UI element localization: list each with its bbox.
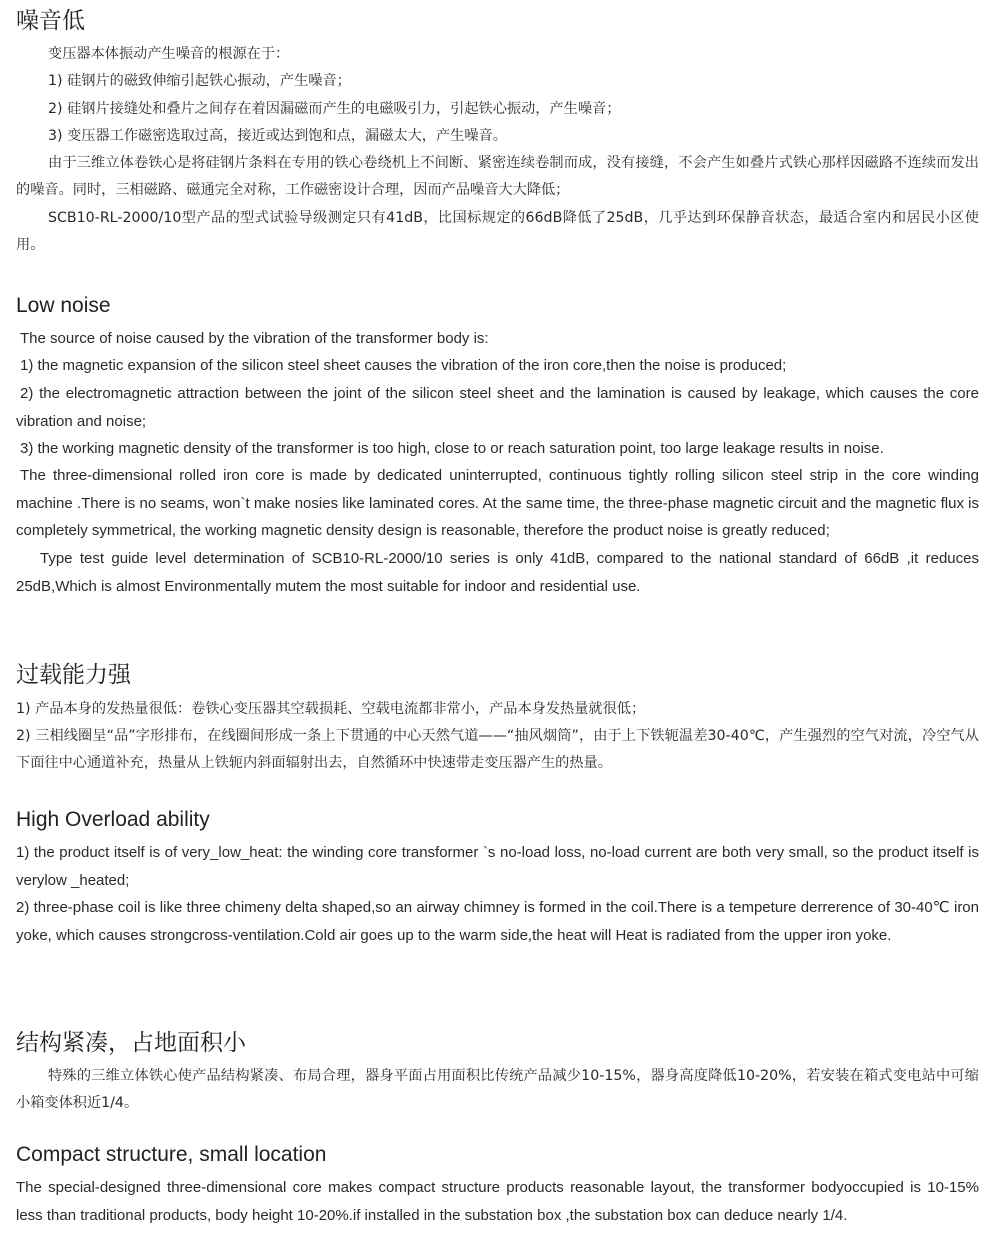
overload-en-item-2: 2) three-phase coil is like three chimeny delta shaped,so an airway chimney is formed in the coil.There is a tempeture derrerence of 30-40℃ iron yoke, which causes strongcross-ventilation.Cold air goes up to the warm side,the heat will Heat is radiated from the upper iron yoke. (16, 899, 979, 944)
noise-en-item-3: 3) the working magnetic density of the transformer is too high, close to or reach saturation point, too large leakage results in noise. (20, 440, 884, 457)
compact-en-para: The special-designed three-dimensional core makes compact structure products reasonable layout, the transformer bodyoccupied is 10-15% less than traditional products, body height 10-20%.if installed in the substation box ,the substation box can deduce nearly 1/4. (16, 1179, 979, 1224)
compact-cn-para: 特殊的三维立体铁心使产品结构紧凑、布局合理，器身平面占用面积比传统产品减少10-15%，器身高度降低10-20%，若安装在箱式变电站中可缩小箱变体积近1/4。 (16, 1068, 979, 1111)
overload-cn-item-2: 2) 三相线圈呈“品”字形排布，在线圈间形成一条上下贯通的中心天然气道——“抽风烟筒”，由于上下铁轭温差30-40℃，产生强烈的空气对流，冷空气从下面往中心通道补充，热量从上铁轭内斜面辐射出去，自然循环中快速带走变压器产生的热量。 (16, 728, 979, 771)
heading-noise-cn: 噪音低 (16, 8, 85, 34)
noise-cn-intro: 变压器本体振动产生噪音的根源在于： (48, 46, 290, 62)
noise-cn-item-2: 2) 硅钢片接缝处和叠片之间存在着因漏磁而产生的电磁吸引力，引起铁心振动，产生噪音； (48, 101, 621, 117)
heading-overload-cn: 过载能力强 (16, 662, 131, 688)
heading-compact-cn: 结构紧凑，占地面积小 (16, 1030, 246, 1056)
heading-overload-en: High Overload ability (16, 808, 210, 831)
noise-cn-item-3: 3) 变压器工作磁密选取过高，接近或达到饱和点，漏磁太大，产生噪音。 (48, 128, 507, 144)
heading-compact-en: Compact structure, small location (16, 1143, 327, 1166)
noise-en-para-1: The three-dimensional rolled iron core is made by dedicated uninterrupted, continuous tightly rolling silicon steel strip in the core winding machine .There is no seams, won`t make nosies like laminated cores. At the same time, the three-phase magnetic circuit and the magnetic flux is completely symmetrical, the working magnetic density design is reasonable, therefore the product noise is greatly reduced; (16, 467, 979, 539)
overload-en-item-1: 1) the product itself is of very_low_heat: the winding core transformer `s no-load loss, no-load current are both very small, so the product itself is verylow _heated; (16, 844, 979, 889)
noise-en-intro: The source of noise caused by the vibration of the transformer body is: (20, 330, 489, 347)
heading-noise-en: Low noise (16, 294, 111, 317)
noise-en-item-1: 1) the magnetic expansion of the silicon steel sheet causes the vibration of the iron core,then the noise is produced; (20, 357, 787, 374)
noise-cn-para-2: SCB10-RL-2000/10型产品的型式试验导级测定只有41dB，比国标规定的66dB降低了25dB，几乎达到环保静音状态，最适合室内和居民小区使用。 (16, 210, 979, 253)
overload-cn-item-1: 1) 产品本身的发热量很低：卷铁心变压器其空载损耗、空载电流都非常小，产品本身发热量就很低； (16, 701, 646, 717)
noise-en-para-2: Type test guide level determination of SCB10-RL-2000/10 series is only 41dB, compared to the national standard of 66dB ,it reduces 25dB,Which is almost Environmentally mutem the most suitable for indoor and residential use. (16, 550, 979, 595)
noise-cn-item-1: 1) 硅钢片的磁致伸缩引起铁心振动，产生噪音； (48, 73, 351, 89)
noise-cn-para-1: 由于三维立体卷铁心是将硅钢片条料在专用的铁心卷绕机上不间断、紧密连续卷制而成，没有接缝，不会产生如叠片式铁心那样因磁路不连续而发出的噪音。同时，三相磁路、磁通完全对称，工作磁密设计合理，因而产品噪音大大降低； (16, 155, 979, 198)
noise-en-item-2: 2) the electromagnetic attraction between the joint of the silicon steel sheet and the lamination is caused by leakage, which causes the core vibration and noise; (16, 385, 979, 430)
